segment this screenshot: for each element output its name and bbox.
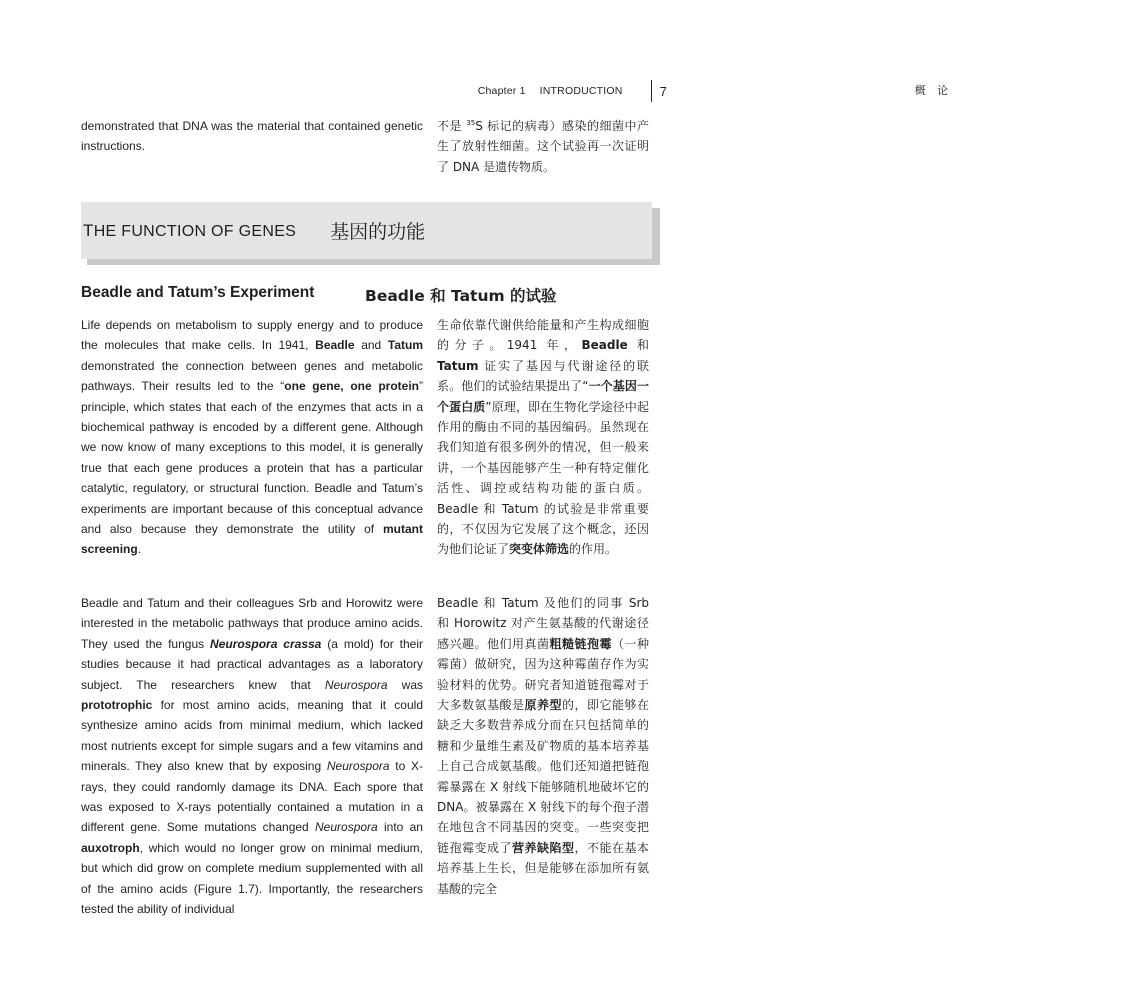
section-title-zh: 基因的功能	[330, 221, 426, 243]
paragraph-2-zh: Beadle 和 Tatum 及他们的同事 Srb 和 Horowitz 对产生氨基酸的代谢途径感兴趣。他们用真菌粗糙链孢霉（一种霉菌）做研究，因为这种霉菌存作为实验材料的优势。研究者知道链孢霉对于大多数氨基酸是原养型的，即它能够在缺乏大多数营养成分而在只包括简单的糖和少量维生素及矿物质的基本培养基上自己合成氨基酸。他们还知道把链孢霉暴露在 X 射线下能够随机地破坏它的 DNA。被暴露在 X 射线下的每个孢子潜在地包含不同基因的突变。一些突变把链孢霉变成了营养缺陷型，不能在基本培养基上生长，但是能够在添加所有氨基酸的完全	[437, 596, 649, 896]
top-paragraph-en: demonstrated that DNA was the material that contained genetic instructions.	[81, 119, 423, 154]
running-head	[477, 81, 949, 101]
chapter-title-zh: 概 论	[914, 83, 949, 97]
paragraph-2-en: Beadle and Tatum and their colleagues Srb and Horowitz were interested in the metabolic pathways that produce amino acids. They used the fungus Neurospora crassa (a mold) for their studies because it had practical advantages as a laboratory subject. The researchers knew that Neurospora was prototrophic for most amino acids, meaning that it could synthesize amino acids from minimal medium, which lacked most nutrients except for simple sugars and a few vitamins and minerals. They also knew that by exposing Neurospora to X-rays, they could randomly damage its DNA. Each spore that was exposed to X-rays potentially contained a mutation in a different gene. Some mutations changed Neurospora into an auxotroph, which would no longer grow on minimal medium, but which did grow on complete medium supplemented with all of the amino acids (Figure 1.7). Importantly, the researchers tested the ability of individual	[81, 596, 423, 917]
top-paragraph-zh: 不是 $^{35}$S 标记的病毒）感染的细菌中产生了放射性细菌。这个试验再一次证明了 DNA 是遗传物质。	[437, 119, 649, 174]
section-heading-band	[81, 202, 652, 259]
chapter-label: Chapter 1	[477, 85, 526, 97]
subsection-title: Beadle and Tatum’s Experiment	[81, 284, 315, 301]
chapter-title: INTRODUCTION	[539, 85, 623, 97]
subsection-title-zh: Beadle 和 Tatum 的试验	[365, 287, 557, 305]
section-title: THE FUNCTION OF GENES	[83, 220, 297, 240]
paragraph-1-en: Life depends on metabolism to supply energy and to produce the molecules that make cells. In 1941, Beadle and Tatum demonstrated the connection between genes and metabolic pathways. Their results led to the “one gene, one protein” principle, which states that each of the enzymes that acts in a biochemical pathway is encoded by a different gene. Although we now know of many exceptions to this model, it is generally true that each gene produces a protein that has a particular catalytic, regulatory, or structural function. Beadle and Tatum’s experiments are important because of this conceptual advance and also because they demonstrate the utility of mutant screening.	[81, 318, 423, 557]
page-number: 7	[659, 83, 667, 99]
paragraph-1-zh: 生命依靠代谢供给能量和产生构成细胞的分子。1941 年，Beadle 和 Tatum 证实了基因与代谢途径的联系。他们的试验结果提出了“一个基因一个蛋白质”原理，即在生物化学途径中起作用的酶由不同的基因编码。虽然现在我们知道有很多例外的情况，但一般来讲，一个基因能够产生一种有特定催化活性、调控或结构功能的蛋白质。Beadle 和 Tatum 的试验是非常重要的，不仅因为它发展了这个概念，还因为他们论证了突变体筛选的作用。	[437, 318, 649, 557]
header-divider	[651, 80, 652, 102]
